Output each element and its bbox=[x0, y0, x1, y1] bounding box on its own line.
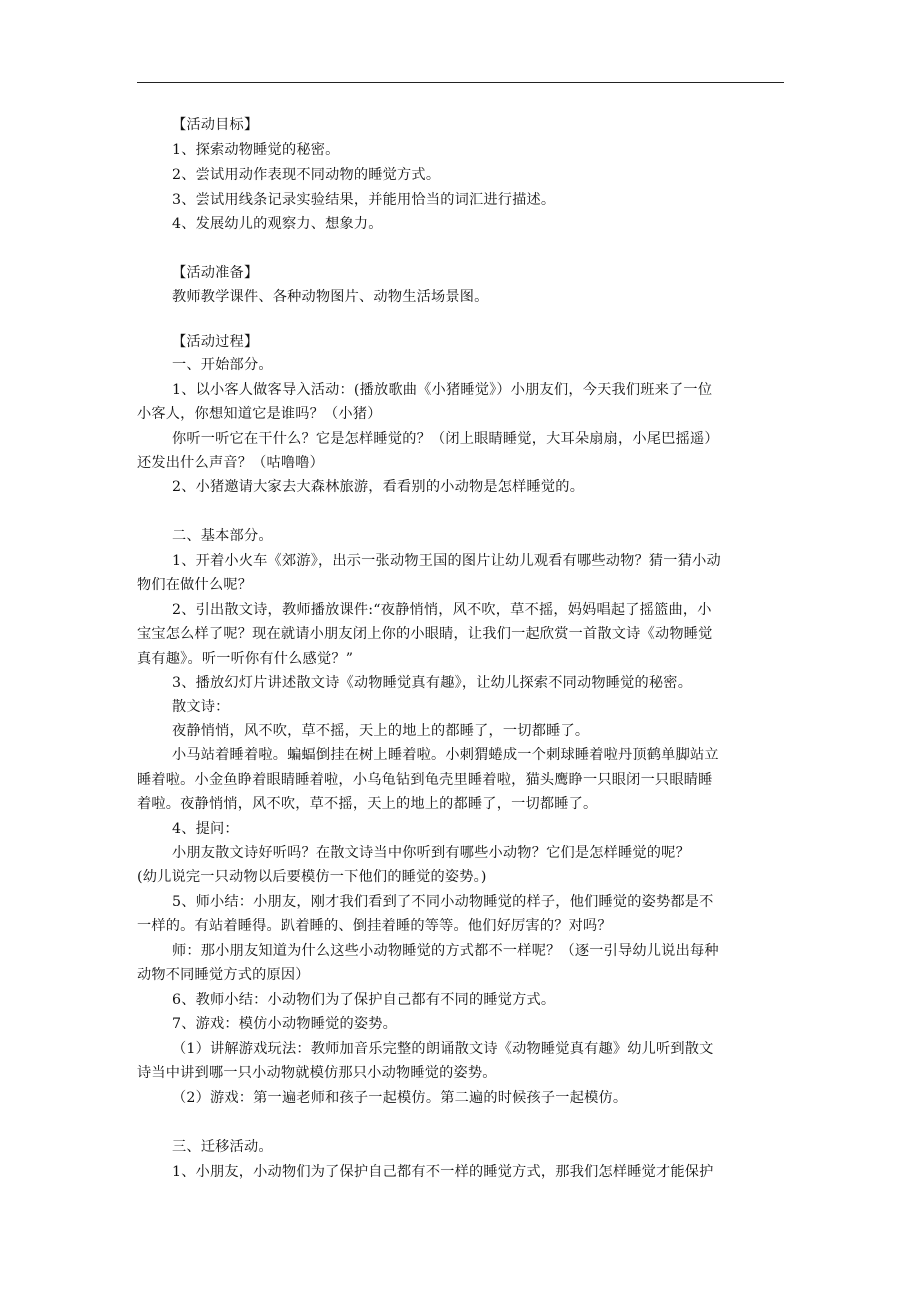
text-line: 真有趣》。听一听你有什么感觉？” bbox=[137, 651, 354, 667]
text-line: 着啦。夜静悄悄，风不吹，草不摇，天上的地上的都睡了，一切都睡了。 bbox=[137, 796, 598, 812]
text-line: 二、基本部分。 bbox=[172, 528, 273, 544]
text-line: 2、小猪邀请大家去大森林旅游，看看别的小动物是怎样睡觉的。 bbox=[172, 479, 585, 495]
text-line: 【活动准备】 bbox=[172, 265, 259, 281]
text-line: 小马站着睡着啦。蝙蝠倒挂在树上睡着啦。小刺猬蜷成一个刺球睡着啦丹顶鹤单脚站立 bbox=[172, 747, 719, 763]
text-line: 睡着啦。小金鱼睁着眼睛睡着啦，小乌龟钻到龟壳里睡着啦，猫头鹰睁一只眼闭一只眼睛睡 bbox=[137, 772, 713, 788]
text-line: (幼儿说完一只动物以后要模仿一下他们的睡觉的姿势。) bbox=[137, 869, 487, 885]
text-line: 物们在做什么呢？ bbox=[137, 577, 253, 593]
text-line: 1、探索动物睡觉的秘密。 bbox=[172, 142, 340, 158]
text-line: 小客人，你想知道它是谁吗？（小猪） bbox=[137, 406, 382, 422]
text-line: 6、教师小结：小动物们为了保护自己都有不同的睡觉方式。 bbox=[172, 992, 556, 1008]
text-line: 3、播放幻灯片讲述散文诗《动物睡觉真有趣》，让幼儿探索不同动物睡觉的秘密。 bbox=[172, 675, 693, 691]
text-line: 动物不同睡觉方式的原因） bbox=[137, 967, 310, 983]
text-line: 2、尝试用动作表现不同动物的睡觉方式。 bbox=[172, 167, 441, 183]
header-rule bbox=[137, 82, 784, 83]
text-line: 诗当中讲到哪一只小动物就模仿那只小动物睡觉的姿势。 bbox=[137, 1065, 497, 1081]
text-line: 2、引出散文诗，教师播放课件:“夜静悄悄，风不吹，草不摇，妈妈唱起了摇篮曲，小 bbox=[172, 602, 712, 618]
text-line: 1、以小客人做客导入活动：(播放歌曲《小猪睡觉》）小朋友们，今天我们班来了一位 bbox=[172, 382, 713, 398]
text-line: 师：那小朋友知道为什么这些小动物睡觉的方式都不一样呢？（逐一引导幼儿说出每种 bbox=[172, 943, 719, 959]
text-line: 4、发展幼儿的观察力、想象力。 bbox=[172, 216, 383, 232]
text-line: （2）游戏：第一遍老师和孩子一起模仿。第二遍的时候孩子一起模仿。 bbox=[172, 1090, 628, 1106]
text-line: 【活动目标】 bbox=[172, 117, 259, 133]
text-line: 还发出什么声音？（咕噜噜） bbox=[137, 455, 325, 471]
text-line: 4、提问： bbox=[172, 821, 239, 837]
text-line: 你听一听它在干什么？它是怎样睡觉的？（闭上眼睛睡觉，大耳朵扇扇，小尾巴摇遥） bbox=[172, 431, 719, 447]
text-line: 1、小朋友，小动物们为了保护自己都有不一样的睡觉方式，那我们怎样睡觉才能保护 bbox=[172, 1164, 714, 1180]
text-line: 【活动过程】 bbox=[172, 334, 259, 350]
text-line: 教师教学课件、各种动物图片、动物生活场景图。 bbox=[172, 289, 489, 305]
text-line: 1、开着小火车《郊游》，出示一张动物王国的图片让幼儿观看有哪些动物？猜一猜小动 bbox=[172, 553, 721, 569]
text-line: 宝宝怎么样了呢？现在就请小朋友闭上你的小眼睛，让我们一起欣赏一首散文诗《动物睡觉 bbox=[137, 626, 713, 642]
text-line: 7、游戏：模仿小动物睡觉的姿势。 bbox=[172, 1016, 398, 1032]
text-line: 3、尝试用线条记录实验结果，并能用恰当的词汇进行描述。 bbox=[172, 192, 556, 208]
text-line: 散文诗： bbox=[172, 699, 230, 715]
text-line: 小朋友散文诗好听吗？在散文诗当中你听到有哪些小动物？它们是怎样睡觉的呢？ bbox=[172, 845, 690, 861]
text-line: 夜静悄悄，风不吹，草不摇，天上的地上的都睡了，一切都睡了。 bbox=[172, 723, 590, 739]
text-line: （1）讲解游戏玩法：教师加音乐完整的朗诵散文诗《动物睡觉真有趣》幼儿听到散文 bbox=[172, 1041, 714, 1057]
text-line: 5、师小结：小朋友，刚才我们看到了不同小动物睡觉的样子，他们睡觉的姿势都是不 bbox=[172, 894, 714, 910]
text-line: 一样的。有站着睡得。趴着睡的、倒挂着睡的等等。他们好厉害的？对吗？ bbox=[137, 918, 612, 934]
text-line: 一、开始部分。 bbox=[172, 357, 273, 373]
text-line: 三、迁移活动。 bbox=[172, 1139, 273, 1155]
